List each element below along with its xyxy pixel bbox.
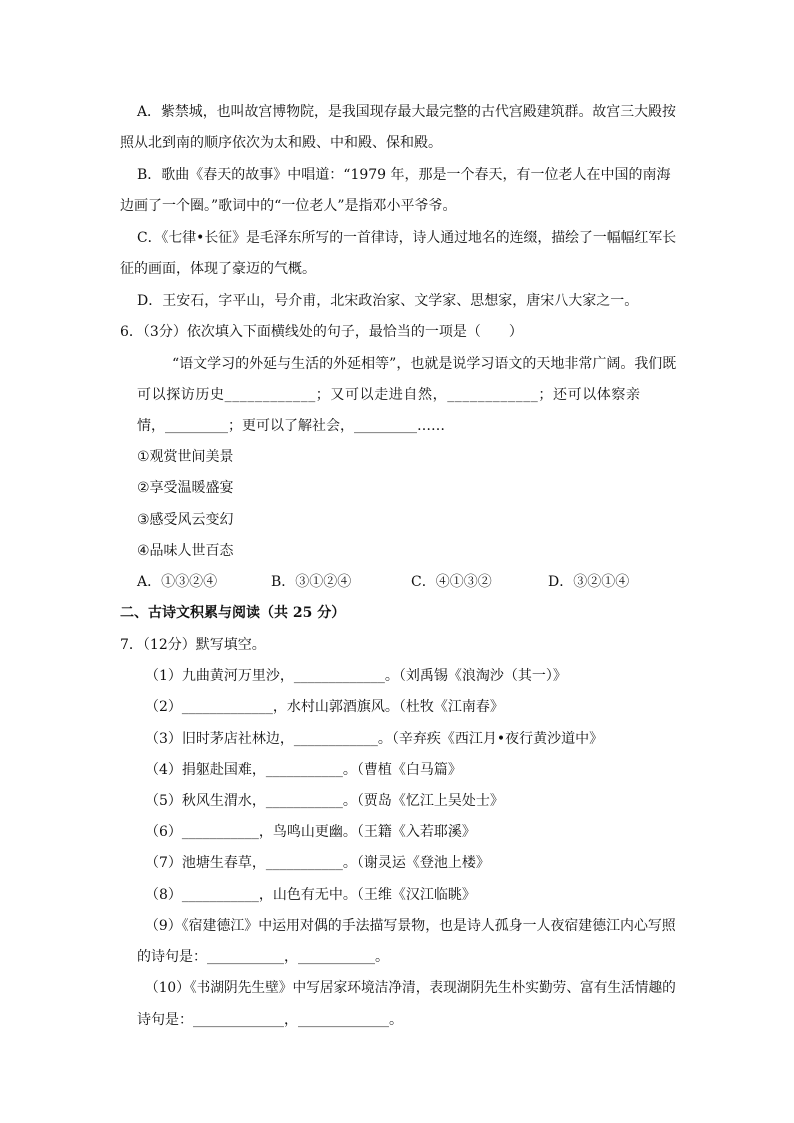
q6-item-1: ①观赏世间美景 (137, 449, 234, 465)
q6-choice-a: A．①③②④ (137, 574, 218, 590)
q7-line-5: （5）秋风生渭水，___________。（贾岛《忆江上吴处士》 (145, 793, 504, 809)
q5-option-c-line2: 征的画面，体现了豪迈的气概。 (120, 261, 316, 277)
q7-line-2: （2）_____________，水村山郭酒旗风。（杜牧《江南春》 (145, 699, 504, 715)
q6-item-2: ②享受温暖盛宴 (137, 480, 234, 496)
q6-choice-c: C．④①③② (411, 574, 492, 590)
q7-line-1: （1）九曲黄河万里沙，_____________。（刘禹锡《浪淘沙（其一）》 (145, 668, 567, 684)
q5-option-b-line1: B．歌曲《春天的故事》中唱道：“1979 年，那是一个春天，有一位老人在中国的南海 (137, 167, 671, 183)
q5-option-a-line1: A．紫禁城，也叫故宫博物院，是我国现存最大最完整的古代宫殿建筑群。故宫三大殿按 (137, 104, 676, 120)
q5-option-b-line2: 边画了一个圈。”歌词中的“一位老人”是指邓小平爷爷。 (120, 198, 457, 214)
q6-passage-line3: 情，_________；更可以了解社会，_________…… (137, 418, 445, 434)
q7-sub10-line2: 诗句是：_____________，_____________。 (137, 1012, 403, 1028)
q6-choice-d: D．③②①④ (548, 574, 630, 590)
q7-line-8: （8）___________，山色有无中。（王维《汉江临眺》 (145, 887, 476, 903)
q7-line-7: （7）池塘生春草，___________。（谢灵运《登池上楼》 (145, 855, 490, 871)
q5-option-d-line1: D．王安石，字平山，号介甫，北宋政治家、文学家、思想家，唐宋八大家之一。 (137, 293, 639, 309)
q6-choice-b: B．③①②④ (271, 574, 352, 590)
q6-passage-line1: “语文学习的外延与生活的外延相等”，也就是说学习语文的天地非常广阔。我们既 (172, 356, 677, 372)
section-2-title: 二、古诗文积累与阅读（共 25 分） (120, 605, 346, 621)
q7-sub9-line2: 的诗句是：___________，___________。 (137, 949, 389, 965)
q7-line-6: （6）___________，鸟鸣山更幽。（王籍《入若耶溪》 (145, 824, 476, 840)
q7-sub9-line1: （9）《宿建德江》中运用对偶的手法描写景物，也是诗人孤身一人夜宿建德江内心写照 (145, 918, 676, 934)
q6-item-3: ③感受风云变幻 (137, 512, 234, 528)
q6-passage-line2: 可以探访历史____________；又可以走进自然，____________；还可以体察亲 (137, 387, 641, 403)
q7-line-4: （4）捐躯赴国难，___________。（曹植《白马篇》 (145, 762, 462, 778)
q7-stem: 7．（12分）默写填空。 (120, 637, 266, 653)
q5-option-a-line2: 照从北到南的顺序依次为太和殿、中和殿、保和殿。 (120, 135, 442, 151)
q5-option-c-line1: C．《七律•长征》是毛泽东所写的一首律诗，诗人通过地名的连缀，描绘了一幅幅红军长 (137, 230, 677, 246)
q6-stem: 6．（3分）依次填入下面横线处的句子，最恰当的一项是（ ） (120, 324, 523, 340)
q6-item-4: ④品味人世百态 (137, 543, 234, 559)
q7-sub10-line1: （10）《书湖阴先生壁》中写居家环境洁净清，表现湖阴先生朴实勤劳、富有生活情趣的 (145, 980, 676, 996)
q7-line-3: （3）旧时茅店社林边，____________。（辛弃疾《西江月•夜行黄沙道中》 (145, 731, 604, 747)
